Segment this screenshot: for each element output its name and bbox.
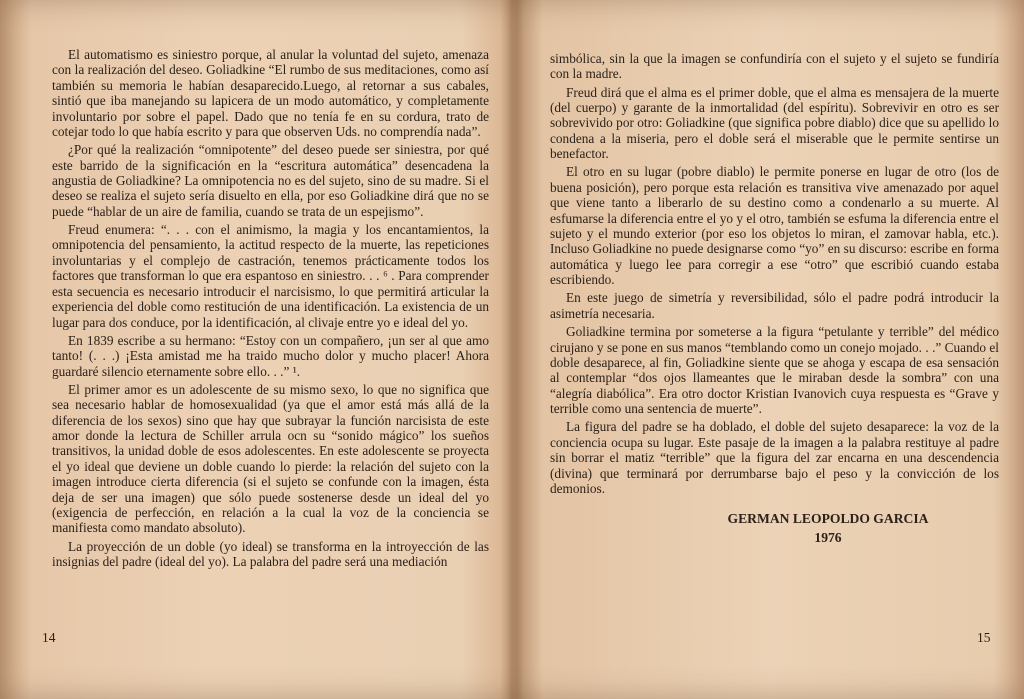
right-page-text bbox=[550, 51, 999, 499]
page-number: 14 bbox=[42, 630, 56, 645]
right-page bbox=[512, 0, 1024, 699]
paragraph: El otro en su lugar (pobre diablo) le permite ponerse en lugar de otro (los de buena posición), pero porque esta relación es transitiva vive amenazado por aquel que viene tanto a liberarlo de su destino como a condenarlo a su muerte. Al esfumarse la diferencia entre el yo y el otro, también se esfuma la diferencia entre el sujeto y el mundo exterior (por eso los objetos lo miran, el zamovar habla, etc.). Incluso Goliadkine no puede designarse como “yo” en su discurso: escribe en forma automática y luego lee para corregir a ese “otro” que escribió cuando estaba escribiendo. bbox=[550, 164, 999, 288]
paragraph: Freud dirá que el alma es el primer doble, que el alma es mensajera de la muerte (del cuerpo) y garante de la inmortalidad (del espíritu). Sobrevivir en otro es ser sobrevivido por otro: Goliadkine (que significa pobre diablo) dice que su apellido lo condena a la miseria, pero el doble será el miserable que le permite sentirse un benefactor. bbox=[550, 84, 999, 162]
page-number: 15 bbox=[977, 630, 991, 645]
left-page-text bbox=[52, 47, 489, 572]
paragraph: La proyección de un doble (yo ideal) se transforma en la introyección de las insignias del padre (ideal del yo). La palabra del padre será una mediación bbox=[52, 538, 489, 569]
paragraph: En 1839 escribe a su hermano: “Estoy con un compañero, ¡un ser al que amo tanto! (. . .) ¡Esta amistad me ha traido mucho dolor y mucho placer! Ahora guardaré silencio eternamente sobre ello. . .” ¹. bbox=[52, 332, 489, 379]
paragraph: El primer amor es un adolescente de su mismo sexo, lo que no significa que sea necesario hablar de homosexualidad (ya que el amor está más allá de la diferencia de los sexos) sino que hay que subrayar la función narcisista de este amor donde la lectura de Schiller arrula ocn su “sonido mágico” los sueños transitivos, la unidad doble de esos adolescentes. En este adolescente se proyecta el yo ideal que deviene un doble cuando lo pierde: la relación del sujeto con la imagen introduce cierta diferencia (si el sujeto se confunde con la imagen, ésta deja de ser una imagen) que sólo puede sostenerse desde un ideal del yo (exigencia de perfección, en relación a la cual la voz de la conciencia se manifiesta como mandato absoluto). bbox=[52, 381, 489, 536]
paragraph: En este juego de simetría y reversibilidad, sólo el padre podrá introducir la asimetría necesaria. bbox=[550, 290, 999, 321]
paragraph: simbólica, sin la que la imagen se confundiría con el sujeto y el sujeto se fundiría con la madre. bbox=[550, 51, 999, 82]
paragraph: El automatismo es siniestro porque, al anular la voluntad del sujeto, amenaza con la realización del deseo. Goliadkine “El rumbo de sus meditaciones, como así también su memoria le habían desaparecido.Luego, al retornar a sus cabales, sintió que iba manejando su lapicera de un modo automático, y completamente involuntario por sobre el papel. Dado que no tenía fe en su cordura, trato de cotejar todo lo que había escrito y para que observen Uds. no comprendía nada”. bbox=[52, 47, 489, 140]
paragraph: Goliadkine termina por someterse a la figura “petulante y terrible” del médico cirujano y se pone en sus manos “temblando como un conejo mojado. . .” Cuando el doble desaparece, al fin, Goliadkine siente que se ahoga y escapa de esa sensación al contemplar “dos ojos llameantes que le miraban desde la sombra” con una “alegría diabólica”. Era otro doctor Kristian Ivanovich cuya respuesta es “Grave y terrible como una sentencia de muerte”. bbox=[550, 324, 999, 417]
author-name: GERMAN LEOPOLDO GARCIA bbox=[727, 511, 929, 526]
paragraph: Freud enumera: “. . . con el animismo, la magia y los encantamientos, la omnipotencia del pensamiento, la actitud respecto de la muerte, las repeticiones involuntarias y el complejo de castración, tenemos prácticamente todos los factores que transforman lo que era espantoso en siniestro. . . ⁶ . Para comprender esta secuencia es necesario introducir el narcisismo, lo que permitirá articular la experiencia del doble como restitución de una identificación. La existencia de un lugar para dos conduce, por la identificación, al clivaje entre yo e ideal del yo. bbox=[52, 222, 489, 330]
year: 1976 bbox=[814, 530, 842, 545]
signature-block bbox=[512, 509, 1024, 547]
paragraph: La figura del padre se ha doblado, el doble del sujeto desaparece: la voz de la conciencia ocupa su lugar. Este pasaje de la imagen a la palabra restituye al padre sin borrar el matiz “terrible” que la figura del zar encarna en una descendencia (divina) que terminará por derrumbarse bajo el peso y la convicción de los demonios. bbox=[550, 419, 999, 496]
paragraph: ¿Por qué la realización “omnipotente” del deseo puede ser siniestra, por qué este barrido de la significación en la “escritura automática” desencadena la angustia de Goliadkine? La omnipotencia no es del sujeto, sino de su madre. Si el deseo se realiza el sujeto sería disuelto en ella, por eso Goliadkine dirá que no se puede “hablar de un aire de familia, cuando se trata de un espejismo”. bbox=[52, 142, 489, 219]
